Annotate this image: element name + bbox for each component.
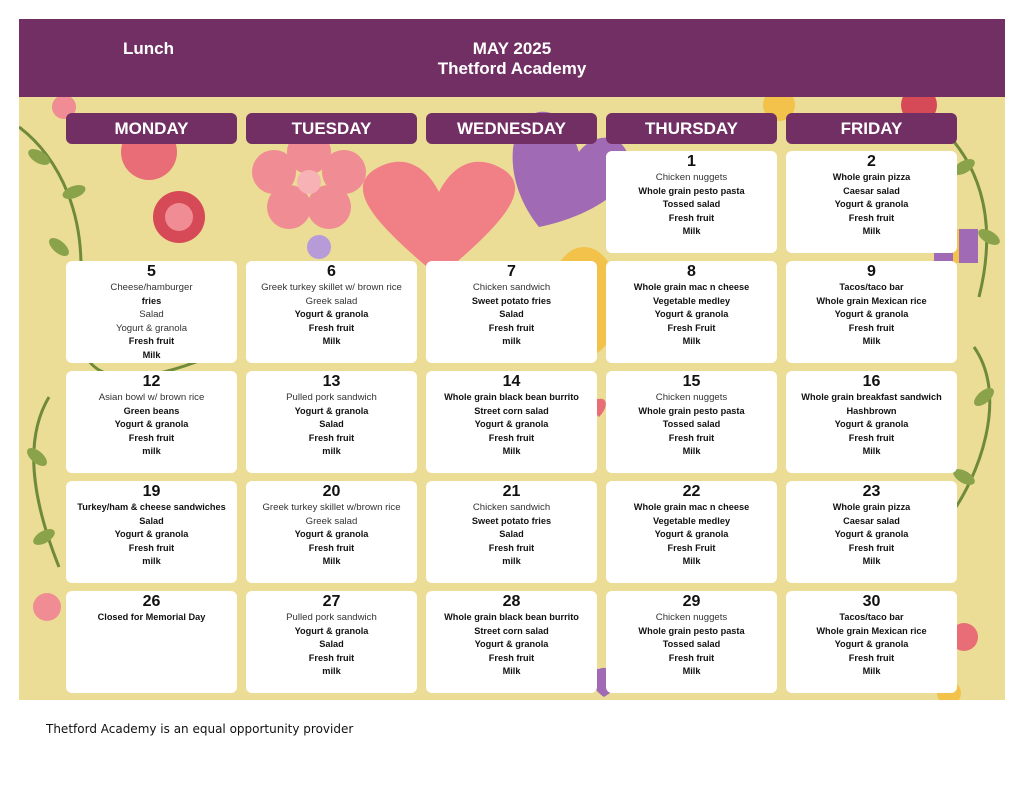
menu-item: Salad — [499, 529, 524, 540]
menu-item: Yogurt & granola — [654, 309, 729, 320]
menu-item: fries — [141, 295, 162, 306]
menu-item: Fresh fruit — [308, 322, 355, 333]
menu-item: Fresh fruit — [488, 652, 535, 663]
menu-item: Greek turkey skillet w/brown rice — [262, 502, 401, 513]
menu-item: Fresh fruit — [848, 212, 895, 223]
menu-item: Chicken sandwich — [472, 282, 551, 293]
menu-item: Fresh fruit — [128, 336, 175, 347]
footer-note: Thetford Academy is an equal opportunity provider — [46, 722, 354, 736]
menu-item: Yogurt & granola — [294, 625, 369, 636]
menu-item: milk — [502, 556, 521, 567]
day-cell — [606, 261, 777, 363]
day-cell — [606, 371, 777, 473]
menu-item: Street corn salad — [474, 405, 549, 416]
menu-item: Cheese/hamburger — [110, 282, 193, 293]
menu-item: milk — [142, 446, 161, 457]
menu-item: Fresh fruit — [668, 212, 715, 223]
day-cell — [246, 371, 417, 473]
header-center — [19, 39, 1005, 79]
day-header-monday: MONDAY — [66, 113, 237, 144]
day-cell — [426, 591, 597, 693]
day-header-tuesday: TUESDAY — [246, 113, 417, 144]
menu-item: Fresh fruit — [488, 432, 535, 443]
menu-item: Fresh fruit — [128, 542, 175, 553]
menu-item: Chicken nuggets — [655, 172, 728, 183]
day-number: 19 — [142, 483, 161, 500]
menu-item: Closed for Memorial Day — [97, 612, 206, 622]
menu-item: Yogurt & granola — [834, 309, 909, 320]
menu-item: Fresh Fruit — [667, 542, 716, 553]
day-cell — [786, 591, 957, 693]
day-number: 9 — [867, 263, 876, 280]
day-header-thursday: THURSDAY — [606, 113, 777, 144]
menu-item: Salad — [139, 515, 164, 526]
menu-item: Hashbrown — [846, 405, 897, 416]
menu-item: Milk — [502, 666, 521, 677]
menu-item: Whole grain mac n cheese — [633, 502, 750, 512]
day-header-friday: FRIDAY — [786, 113, 957, 144]
day-number: 15 — [682, 373, 701, 390]
menu-item: milk — [142, 556, 161, 567]
menu-item: Whole grain pesto pasta — [638, 405, 745, 416]
day-cell — [426, 261, 597, 363]
day-number: 5 — [147, 263, 156, 280]
menu-item: Whole grain Mexican rice — [816, 625, 927, 636]
menu-item: Salad — [319, 639, 344, 650]
menu-item: Yogurt & granola — [834, 199, 909, 210]
menu-item: Fresh fruit — [308, 542, 355, 553]
menu-item: Milk — [862, 446, 881, 457]
day-number: 29 — [682, 593, 701, 610]
calendar-header — [19, 19, 1005, 97]
menu-item: Whole grain pesto pasta — [638, 625, 745, 636]
day-cell — [246, 261, 417, 363]
menu-item: Asian bowl w/ brown rice — [98, 392, 205, 403]
menu-item: Whole grain black bean burrito — [444, 612, 579, 622]
day-number: 21 — [502, 483, 521, 500]
day-cell — [246, 481, 417, 583]
menu-item: Milk — [682, 556, 701, 567]
day-cell — [606, 591, 777, 693]
menu-item: Greek salad — [305, 295, 358, 307]
menu-item: Yogurt & granola — [474, 639, 549, 650]
day-cell — [606, 151, 777, 253]
menu-item: Milk — [322, 556, 341, 567]
menu-item: Street corn salad — [474, 625, 549, 636]
menu-item: Fresh fruit — [848, 652, 895, 663]
school-name: Thetford Academy — [437, 59, 587, 78]
day-cell — [786, 371, 957, 473]
menu-item: Milk — [682, 336, 701, 347]
day-number: 16 — [862, 373, 881, 390]
menu-item: Fresh fruit — [848, 432, 895, 443]
meal-title: Lunch — [123, 39, 174, 58]
day-cell — [786, 481, 957, 583]
day-cell — [246, 591, 417, 693]
menu-item: Milk — [862, 336, 881, 347]
menu-item: Milk — [862, 556, 881, 567]
menu-item: Sweet potato fries — [471, 515, 552, 526]
day-number: 23 — [862, 483, 881, 500]
menu-item: Whole grain Mexican rice — [816, 295, 927, 306]
day-number: 6 — [327, 263, 336, 280]
menu-item: Chicken sandwich — [472, 502, 551, 513]
menu-item: Chicken nuggets — [655, 392, 728, 403]
day-number: 8 — [687, 263, 696, 280]
day-cell — [786, 151, 957, 253]
menu-item: Fresh fruit — [128, 432, 175, 443]
menu-item: Fresh fruit — [488, 322, 535, 333]
menu-item: Whole grain pizza — [832, 172, 911, 182]
day-cell — [426, 481, 597, 583]
menu-item: Whole grain breakfast sandwich — [801, 392, 942, 402]
menu-item: Turkey/ham & cheese sandwiches — [77, 502, 226, 512]
day-header-wednesday: WEDNESDAY — [426, 113, 597, 144]
day-cell — [66, 261, 237, 363]
menu-item: Yogurt & granola — [834, 639, 909, 650]
menu-item: Pulled pork sandwich — [286, 392, 377, 403]
menu-item: Yogurt & granola — [114, 419, 189, 430]
day-number: 27 — [322, 593, 341, 610]
menu-item: Tacos/taco bar — [839, 282, 904, 292]
menu-item: Tossed salad — [662, 639, 721, 650]
menu-item: Vegetable medley — [652, 295, 731, 306]
menu-item: Milk — [682, 226, 701, 237]
day-cell — [426, 371, 597, 473]
day-number: 22 — [682, 483, 701, 500]
menu-item: Yogurt & granola — [294, 309, 369, 320]
month-title: MAY 2025 — [472, 39, 552, 58]
menu-item: Milk — [682, 446, 701, 457]
menu-item: Yogurt & granola — [834, 419, 909, 430]
menu-item: Caesar salad — [843, 185, 900, 196]
menu-item: Whole grain black bean burrito — [444, 392, 579, 402]
menu-item: milk — [322, 666, 341, 677]
day-number: 12 — [142, 373, 161, 390]
menu-item: Milk — [862, 666, 881, 677]
day-number: 2 — [867, 153, 876, 170]
day-number: 13 — [322, 373, 341, 390]
menu-item: Vegetable medley — [652, 515, 731, 526]
menu-item: Salad — [139, 309, 164, 321]
menu-item: Yogurt & granola — [294, 405, 369, 416]
menu-item: Fresh fruit — [668, 652, 715, 663]
menu-item: Greek turkey skillet w/ brown rice — [261, 282, 402, 293]
day-cell — [66, 481, 237, 583]
menu-item: Pulled pork sandwich — [286, 612, 377, 623]
menu-item: milk — [322, 446, 341, 457]
day-number: 28 — [502, 593, 521, 610]
day-number: 7 — [507, 263, 516, 280]
day-number: 1 — [687, 153, 696, 170]
menu-item: Tacos/taco bar — [839, 612, 904, 622]
menu-item: Milk — [322, 336, 341, 347]
menu-item: Sweet potato fries — [471, 295, 552, 306]
menu-item: Tossed salad — [662, 419, 721, 430]
day-number: 14 — [502, 373, 521, 390]
menu-item: Yogurt & granola — [114, 529, 189, 540]
menu-item: Greek salad — [305, 515, 358, 527]
menu-item: Yogurt & granola — [294, 529, 369, 540]
day-number: 30 — [862, 593, 881, 610]
menu-item: Salad — [319, 419, 344, 430]
menu-item: Milk — [502, 446, 521, 457]
menu-item: Fresh fruit — [308, 432, 355, 443]
day-cell — [66, 591, 237, 693]
menu-item: Milk — [682, 666, 701, 677]
menu-item: Yogurt & granola — [115, 322, 188, 334]
menu-item: Milk — [862, 226, 881, 237]
menu-item: Fresh fruit — [308, 652, 355, 663]
menu-item: Yogurt & granola — [474, 419, 549, 430]
day-number: 26 — [142, 593, 161, 610]
menu-item: Fresh fruit — [488, 542, 535, 553]
menu-item: Tossed salad — [662, 199, 721, 210]
menu-item: Fresh fruit — [848, 542, 895, 553]
day-cell — [606, 481, 777, 583]
menu-item: Fresh Fruit — [667, 322, 716, 333]
menu-item: Salad — [499, 309, 524, 320]
menu-item: Milk — [142, 349, 161, 360]
day-number: 20 — [322, 483, 341, 500]
menu-item: milk — [502, 336, 521, 347]
menu-item: Whole grain pesto pasta — [638, 185, 745, 196]
menu-item: Whole grain mac n cheese — [633, 282, 750, 292]
menu-item: Yogurt & granola — [654, 529, 729, 540]
menu-item: Whole grain pizza — [832, 502, 911, 512]
menu-item: Fresh fruit — [848, 322, 895, 333]
day-cell — [66, 371, 237, 473]
menu-item: Green beans — [123, 405, 180, 416]
menu-item: Yogurt & granola — [834, 529, 909, 540]
menu-item: Caesar salad — [843, 515, 900, 526]
menu-item: Fresh fruit — [668, 432, 715, 443]
day-cell — [786, 261, 957, 363]
menu-item: Chicken nuggets — [655, 612, 728, 623]
